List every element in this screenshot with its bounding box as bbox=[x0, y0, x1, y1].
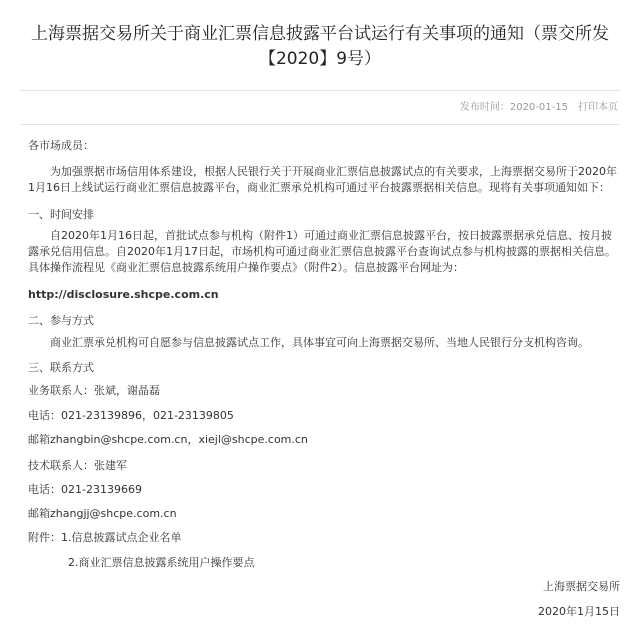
section-3-title: 三、联系方式 bbox=[28, 361, 94, 374]
title-divider bbox=[20, 90, 620, 91]
title-line-2: 【2020】9号） bbox=[258, 49, 382, 69]
section-1-paragraph: 自2020年1月16日起，首批试点参与机构（附件1）可通过商业汇票信息披露平台，按日披露票据承兑信息、按月披露承兑信用信息。自2020年1月17日起，市场机构可通过商业汇票信息披露平台查询试点参与机构披露的票据相关信息。具体操作流程见《商业汇票信息披露系统用户操作要点》（附件2）。信息披露平台网址为： bbox=[28, 229, 616, 274]
attachment-2: 2.商业汇票信息披露系统用户操作要点 bbox=[68, 556, 255, 569]
tech-contact: 技术联系人：张建军 bbox=[28, 459, 127, 472]
notice-title bbox=[20, 22, 620, 72]
sign-date: 2020年1月15日 bbox=[538, 605, 620, 618]
business-email: 邮箱zhangbin@shcpe.com.cn，xiejl@shcpe.com.cn bbox=[28, 433, 308, 446]
meta-divider bbox=[20, 124, 620, 125]
print-page-link[interactable]: 打印本页 bbox=[578, 102, 618, 113]
tech-email: 邮箱zhangjj@shcpe.com.cn bbox=[28, 507, 177, 520]
business-contact: 业务联系人：张斌，谢晶磊 bbox=[28, 384, 160, 397]
tech-phone: 电话：021-23139669 bbox=[28, 483, 142, 496]
section-2-title: 二、参与方式 bbox=[28, 314, 94, 327]
section-1-title: 一、时间安排 bbox=[28, 208, 94, 221]
business-phone: 电话：021-23139896，021-23139805 bbox=[28, 409, 234, 422]
disclosure-url-link[interactable] bbox=[28, 287, 620, 303]
disclosure-url[interactable]: http://disclosure.shcpe.com.cn bbox=[28, 288, 219, 301]
publish-label: 发布时间： bbox=[459, 102, 510, 113]
salutation: 各市场成员： bbox=[28, 139, 94, 152]
section-2-paragraph: 商业汇票承兑机构可自愿参与信息披露试点工作，具体事宜可向上海票据交易所、当地人民银行分支机构咨询。 bbox=[50, 336, 589, 349]
intro-paragraph: 为加强票据市场信用体系建设，根据人民银行关于开展商业汇票信息披露试点的有关要求，上海票据交易所于2020年1月16日上线试运行商业汇票信息披露平台，商业汇票承兑机构可通过平台披露票据相关信息。现将有关事项通知如下： bbox=[28, 165, 617, 194]
attachment-1: 附件：1.信息披露试点企业名单 bbox=[28, 531, 182, 544]
publish-meta bbox=[460, 98, 618, 113]
signature: 上海票据交易所 bbox=[543, 580, 620, 593]
title-line-1: 上海票据交易所关于商业汇票信息披露平台试运行有关事项的通知（票交所发 bbox=[31, 24, 609, 44]
publish-date: 2020-01-15 bbox=[509, 102, 568, 113]
